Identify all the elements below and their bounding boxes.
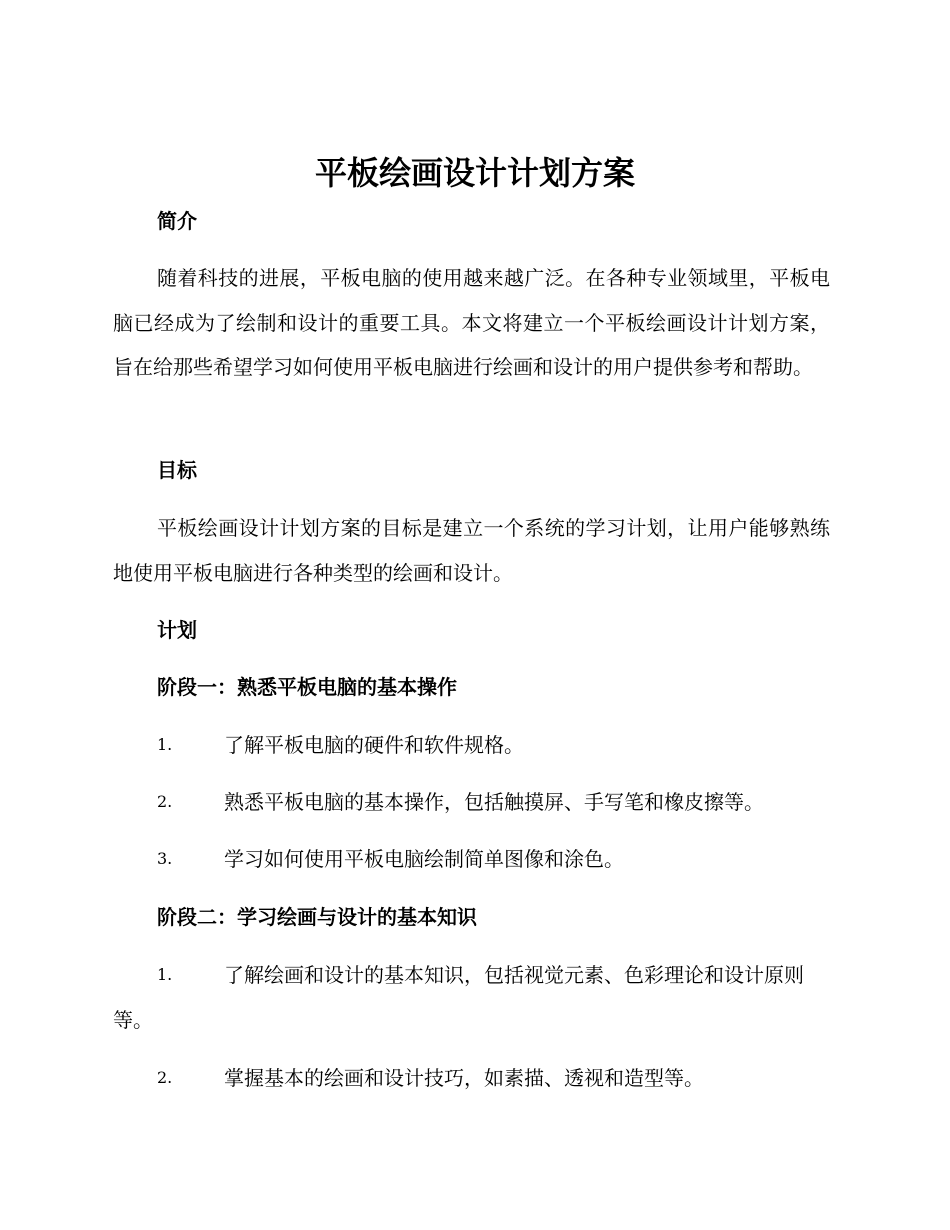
list-item: [113, 1056, 833, 1101]
list-item-text: 了解绘画和设计的基本知识，包括视觉元素、色彩理论和设计原则等。: [113, 963, 804, 1032]
document-title: 平板绘画设计计划方案: [314, 154, 635, 192]
list-item-text: 熟悉平板电脑的基本操作，包括触摸屏、手写笔和橡皮擦等。: [224, 790, 764, 814]
stage1-heading: 阶段一：熟悉平板电脑的基本操作: [157, 675, 457, 699]
section-heading-goal: 目标: [157, 458, 197, 482]
section-heading-intro: 简介: [157, 209, 197, 233]
list-item: [113, 780, 833, 825]
stage2-heading: 阶段二：学习绘画与设计的基本知识: [157, 905, 477, 929]
goal-paragraph: 平板绘画设计计划方案的目标是建立一个系统的学习计划，让用户能够熟练地使用平板电脑进行各种类型的绘画和设计。: [113, 516, 830, 585]
list-item-number: 2.: [157, 1068, 173, 1087]
list-item-text: 学习如何使用平板电脑绘制简单图像和涂色。: [224, 847, 624, 871]
list-item: [113, 723, 833, 768]
list-item-number: 1.: [157, 965, 173, 984]
list-item: [113, 837, 833, 882]
list-item: [113, 953, 833, 1042]
intro-paragraph: 随着科技的进展，平板电脑的使用越来越广泛。在各种专业领域里，平板电脑已经成为了绘制和设计的重要工具。本文将建立一个平板绘画设计计划方案，旨在给那些希望学习如何使用平板电脑进行绘画和设计的用户提供参考和帮助。: [113, 266, 830, 379]
list-item-number: 3.: [157, 849, 173, 868]
list-item-number: 2.: [157, 792, 173, 811]
list-item-text: 掌握基本的绘画和设计技巧，如素描、透视和造型等。: [224, 1066, 704, 1090]
list-item-text: 了解平板电脑的硬件和软件规格。: [224, 733, 524, 757]
list-item-number: 1.: [157, 735, 173, 754]
section-heading-plan: 计划: [157, 618, 197, 642]
